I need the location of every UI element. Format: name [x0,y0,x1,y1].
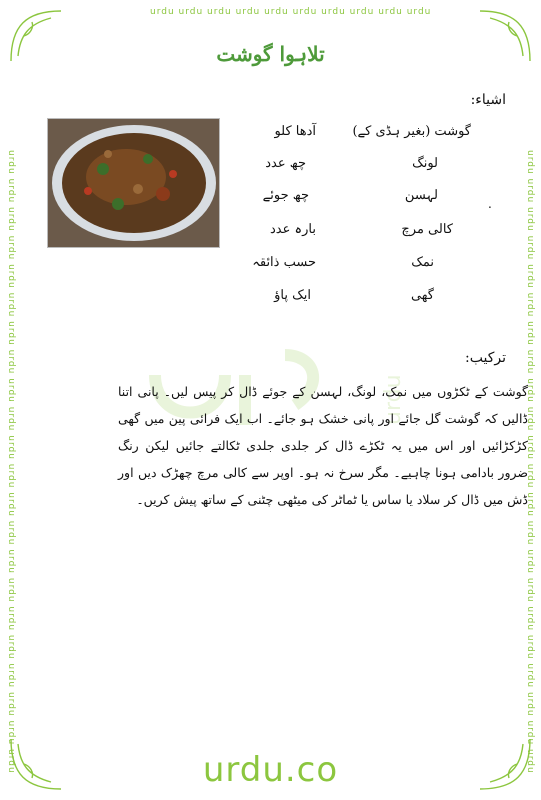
ingredient-qty: چھ عدد [265,156,306,171]
ingredient-name: کالی مرچ [401,222,453,237]
ingredient-qty: بارہ عدد [270,222,316,237]
top-border-pattern [150,7,432,21]
border-text: urdu urdu urdu urdu urdu urdu urdu urdu urdu urdu [150,7,432,17]
ingredient-name: نمک [411,255,434,270]
stray-dot: . [488,197,492,211]
watermark-text: urdu [381,374,406,425]
ingredient-name: گوشت (بغیر ہڈی کے) [352,124,471,139]
method-label: ترکیب: [465,350,506,366]
method-text: گوشت کے ٹکڑوں میں نمک، لونگ، لہسن کے جوئے ڈال کر پیس لیں۔ پانی اتنا ڈالیں کہ گوشت گل جائے اور پانی خشک ہو جائے۔ اب ایک فرائی پین میں گھی کڑکڑائیں اور اس میں یہ ٹکڑے ڈال کر جلدی جلدی ٹکالتے جائیں لیکن رنگ ضرور بادامی ہونا چاہیے۔ مگر سرخ نہ ہو۔ اوپر سے کالی مرچ چھڑک دیں اور ڈش میں ڈال کر سلاد یا ساس یا ٹماٹر کی میٹھی چٹنی کے ساتھ پیش کریں۔ [118,384,528,507]
border-text: urdu urdu urdu urdu urdu urdu urdu urdu urdu urdu urdu urdu urdu urdu urdu urdu urdu urdu urdu urdu urdu urdu [525,150,535,774]
left-border-pattern [4,150,18,774]
ingredient-qty: ایک پاؤ [274,288,311,303]
ingredient-qty: آدھا کلو [274,124,316,139]
dish-photo [47,118,220,248]
recipe-title: تلاہوا گوشت [216,42,325,66]
ingredient-name: لہسن [404,188,438,203]
ingredient-name: لونگ [412,156,438,171]
ingredient-name: گھی [410,288,434,303]
ingredients-label: اشیاء: [470,92,506,108]
border-text: urdu urdu urdu urdu urdu urdu urdu urdu urdu urdu urdu urdu urdu urdu urdu urdu urdu urdu urdu urdu urdu urdu [6,150,16,774]
ingredient-qty: حسب ذائقہ [252,255,316,270]
footer-site-name: urdu.co [202,750,339,790]
ingredient-qty: چھ جوئے [262,188,309,203]
